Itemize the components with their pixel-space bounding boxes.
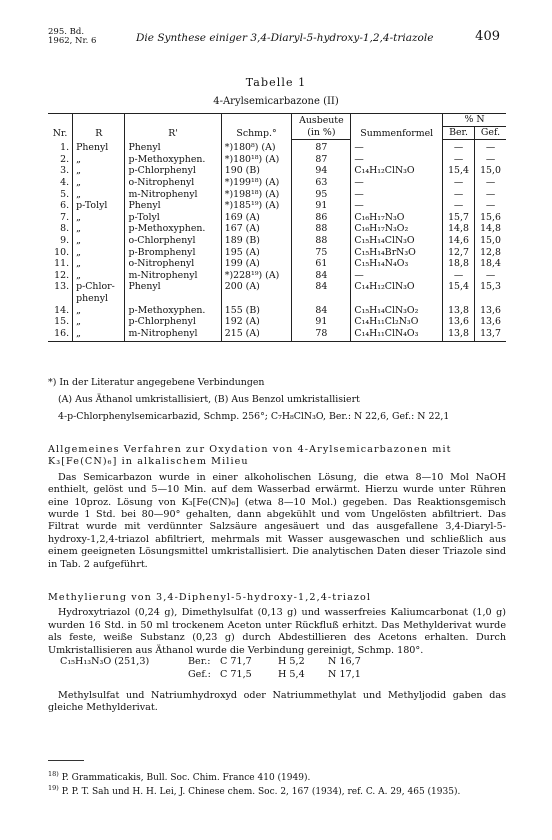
row-number: 3. — [60, 165, 70, 177]
section-body: Das Semicarbazon wurde in einer alkoholischen Lösung, die etwa 8—10 Mol NaOH enthielt, gelöst und 5—10 Min. auf dem Wasserbad erwärmt. Hierzu wurde unter Rühren eine 10proz. Lösung von K₃[Fe(CN)₆] (etwa 8—10 Mol.) gegeben. Das Reaktionsgemisch wurde 1 Std. bei 80—90° gehalten, dann abgekühlt und vom Ungelösten abfiltriert. Das Filtrat wurde mit verdünnter Salzsäure angesäuert und das ausgefallene 3,4-Diaryl-5-hydroxy-1,2,4-triazol abfiltriert, mehrmals mit Wasser ausgewaschen und schließlich aus einem geeigneten Lösungsmittel umkristallisiert. Die analytischen Daten dieser Triazole sind in Tab. 2 aufgeführt. — [48, 471, 506, 570]
row-number: 5. — [60, 188, 70, 200]
nitrogen-found: — — [475, 200, 506, 212]
melting-point: 189 (B) — [221, 235, 292, 247]
substituent-r: p-Tolyl — [73, 200, 125, 212]
melting-point: 155 (B) — [221, 305, 292, 317]
formula: C₁₄H₁₁ClN₄O₃ — [351, 328, 443, 342]
section-body: Hydroxytriazol (0,24 g), Dimethylsulfat (0,13 g) und wasserfreies Kaliumcarbonat (1,0 g) wurden 16 Std. in 50 ml trockenem Aceton unter Rückfluß erhitzt. Das Methylderivat wurde als feste, weiße Substanz (0,23 g) durch Abdestillieren des Acetons erhalten. Durch Umkristallisieren aus Äthanol wurde die Verbindung gereinigt, Schmp. 180°. — [48, 607, 506, 656]
formula: — — [351, 154, 443, 166]
reference-number: 19) — [48, 784, 59, 792]
yield: 94 — [292, 165, 351, 177]
formula: — — [351, 270, 443, 282]
nitrogen-calc: 13,8 — [443, 305, 475, 317]
nitrogen-found: 15,3 — [475, 281, 506, 293]
nitrogen-found — [475, 293, 506, 305]
formula: — — [351, 177, 443, 189]
formula: C₁₆H₁₇N₃O₂ — [351, 223, 443, 235]
reference-text: P. Grammaticakis, Bull. Soc. Chim. France 410 (1949). — [61, 773, 311, 783]
table-row — [48, 316, 506, 328]
table-row — [48, 305, 506, 317]
nitrogen-found: 15,6 — [475, 212, 506, 224]
volume-line: 295. Bd. — [48, 27, 85, 37]
substituent-r: p-Chlor- — [73, 281, 125, 293]
table-row — [48, 235, 506, 247]
col-r: R — [73, 114, 125, 140]
row-number: 10. — [54, 246, 70, 258]
melting-point: 199 (A) — [221, 258, 292, 270]
nitrogen-found: 15,0 — [475, 165, 506, 177]
nitrogen-calc: — — [443, 200, 475, 212]
substituent-r: „ — [73, 328, 125, 342]
formula: C₁₅H₁₄ClN₃O — [351, 235, 443, 247]
formula: C₁₄H₁₁Cl₂N₃O — [351, 316, 443, 328]
yield: 84 — [292, 270, 351, 282]
melting-point: 190 (B) — [221, 165, 292, 177]
yield: 87 — [292, 140, 351, 154]
substituent-r: „ — [73, 270, 125, 282]
substituent-r-prime: p-Tolyl — [125, 212, 221, 224]
calc-n: N 16,7 — [328, 656, 361, 667]
nitrogen-found: — — [475, 189, 506, 201]
closing-paragraph — [48, 690, 506, 715]
substituent-r: „ — [73, 189, 125, 201]
nitrogen-found: 14,8 — [475, 223, 506, 235]
nitrogen-calc: 15,7 — [443, 212, 475, 224]
substituent-r-prime: p-Bromphenyl — [125, 247, 221, 259]
substituent-r: phenyl — [73, 293, 125, 305]
yield — [292, 293, 351, 305]
col-found: Gef. — [475, 126, 506, 140]
closing-text: Methylsulfat und Natriumhydroxyd oder Natriummethylat und Methyljodid gaben das gleiche Methylderivat. — [48, 690, 506, 714]
melting-point: *)185¹⁹) (A) — [221, 200, 292, 212]
col-yield-1: Ausbeute — [292, 114, 351, 127]
table-row — [48, 140, 506, 154]
formula — [351, 293, 443, 305]
section-oxidation — [48, 444, 506, 571]
col-nr: Nr. — [48, 114, 73, 140]
substituent-r: „ — [73, 177, 125, 189]
nitrogen-calc: — — [443, 189, 475, 201]
melting-point — [221, 293, 292, 305]
elemental-analysis — [60, 656, 460, 684]
nitrogen-found: — — [475, 177, 506, 189]
melting-point: 167 (A) — [221, 223, 292, 235]
nitrogen-found: — — [475, 140, 506, 154]
table-row — [48, 328, 506, 342]
nitrogen-calc: — — [443, 140, 475, 154]
running-header — [48, 27, 500, 52]
nitrogen-calc: — — [443, 177, 475, 189]
substituent-r: „ — [73, 223, 125, 235]
formula: C₁₄H₁₂ClN₃O — [351, 165, 443, 177]
substituent-r-prime: p-Chlorphenyl — [125, 316, 221, 328]
table-row — [48, 281, 506, 293]
formula: C₁₅H₁₄BrN₃O — [351, 247, 443, 259]
table-row — [48, 270, 506, 282]
nitrogen-calc: 14,6 — [443, 235, 475, 247]
nitrogen-calc — [443, 293, 475, 305]
yield: 75 — [292, 247, 351, 259]
row-number: 9. — [60, 234, 70, 246]
nitrogen-calc: — — [443, 270, 475, 282]
substituent-r: „ — [73, 316, 125, 328]
yield: 86 — [292, 212, 351, 224]
substituent-r: „ — [73, 258, 125, 270]
found-h: H 5,4 — [278, 669, 305, 680]
formula: C₁₅H₁₄ClN₃O₂ — [351, 305, 443, 317]
molecular-formula: C₁₅H₁₃N₃O (251,3) — [60, 656, 150, 667]
calc-c: C 71,7 — [220, 656, 252, 667]
yield: 84 — [292, 281, 351, 293]
section-heading-cont: K₃[Fe(CN)₆] in alkalischem Milieu — [48, 456, 249, 468]
row-number: 2. — [60, 153, 70, 165]
substituent-r: „ — [73, 212, 125, 224]
yield: 88 — [292, 235, 351, 247]
row-number: 16. — [48, 328, 73, 342]
row-number: 11. — [54, 258, 70, 270]
melting-point: 215 (A) — [221, 328, 292, 342]
melting-point: 195 (A) — [221, 247, 292, 259]
substituent-r-prime: Phenyl — [125, 200, 221, 212]
running-title: Die Synthese einiger 3,4-Diaryl-5-hydroxy-1,2,4-triazole — [136, 32, 434, 44]
substituent-r-prime — [125, 293, 221, 305]
reference-18 — [48, 770, 310, 783]
row-number: 4. — [60, 176, 70, 188]
table-row — [48, 293, 506, 305]
table-row — [48, 154, 506, 166]
melting-point: 192 (A) — [221, 316, 292, 328]
col-calc: Ber. — [443, 126, 475, 140]
section-heading: Allgemeines Verfahren zur Oxydation von 4-Arylsemicarbazonen mit — [48, 444, 452, 455]
melting-point: *)198¹⁸) (A) — [221, 189, 292, 201]
col-r-prime: R' — [125, 114, 221, 140]
yield: 95 — [292, 189, 351, 201]
nitrogen-found: 13,6 — [475, 316, 506, 328]
reference-number: 18) — [48, 770, 59, 778]
nitrogen-found: 13,6 — [475, 305, 506, 317]
table-row — [48, 165, 506, 177]
substituent-r: „ — [73, 165, 125, 177]
substituent-r: „ — [73, 154, 125, 166]
table-row — [48, 189, 506, 201]
col-formula: Summenformel — [351, 114, 443, 140]
substituent-r: „ — [73, 247, 125, 259]
melting-point: 200 (A) — [221, 281, 292, 293]
yield: 84 — [292, 305, 351, 317]
formula: C₁₅H₁₄N₄O₃ — [351, 258, 443, 270]
found-label: Gef.: — [188, 669, 211, 680]
melting-point: 169 (A) — [221, 212, 292, 224]
yield: 91 — [292, 316, 351, 328]
table-caption: Tabelle 1 — [245, 76, 307, 89]
nitrogen-calc: 15,4 — [443, 165, 475, 177]
volume-info — [48, 28, 96, 46]
col-percent-n: % N — [443, 114, 506, 127]
table-footnote-star: *) In der Literatur angegebene Verbindungen — [48, 377, 265, 388]
yield: 63 — [292, 177, 351, 189]
substituent-r-prime: o-Nitrophenyl — [125, 258, 221, 270]
reference-19 — [48, 784, 460, 797]
table-footnote-solvents: (A) Aus Äthanol umkristallisiert, (B) Aus Benzol umkristallisiert — [58, 394, 360, 405]
nitrogen-found: — — [475, 154, 506, 166]
footnote-rule — [48, 760, 84, 761]
nitrogen-calc: 18,8 — [443, 258, 475, 270]
formula: — — [351, 189, 443, 201]
formula: C₁₄H₁₂ClN₃O — [351, 281, 443, 293]
section-methylation — [48, 592, 506, 657]
yield: 78 — [292, 328, 351, 342]
substituent-r: „ — [73, 235, 125, 247]
nitrogen-found: 15,0 — [475, 235, 506, 247]
col-mp: Schmp.° — [221, 114, 292, 140]
melting-point: *)228¹⁹) (A) — [221, 270, 292, 282]
table-row — [48, 212, 506, 224]
row-number — [48, 293, 73, 305]
substituent-r-prime: m-Nitrophenyl — [125, 328, 221, 342]
row-number: 14. — [54, 304, 70, 316]
table-row — [48, 223, 506, 235]
melting-point: *)180⁸) (A) — [221, 140, 292, 154]
table-row — [48, 200, 506, 212]
substituent-r: „ — [73, 305, 125, 317]
section-heading: Methylierung von 3,4-Diphenyl-5-hydroxy-1,2,4-triazol — [48, 592, 372, 603]
calc-label: Ber.: — [188, 656, 211, 667]
substituent-r-prime: p-Methoxyphen. — [125, 154, 221, 166]
yield: 87 — [292, 154, 351, 166]
row-number: 1. — [60, 141, 70, 153]
yield: 91 — [292, 200, 351, 212]
nitrogen-found: 18,4 — [475, 258, 506, 270]
formula: — — [351, 200, 443, 212]
page-number: 409 — [475, 29, 500, 44]
nitrogen-calc: 14,8 — [443, 223, 475, 235]
melting-point: *)199¹⁸) (A) — [221, 177, 292, 189]
yield: 61 — [292, 258, 351, 270]
nitrogen-calc: 15,4 — [443, 281, 475, 293]
row-number: 12. — [54, 269, 70, 281]
substituent-r-prime: m-Nitrophenyl — [125, 189, 221, 201]
row-number: 8. — [60, 223, 70, 235]
substituent-r: Phenyl — [73, 140, 125, 154]
yield: 88 — [292, 223, 351, 235]
nitrogen-found: — — [475, 270, 506, 282]
row-number: 13. — [54, 281, 70, 293]
table-body — [48, 140, 506, 342]
table-row — [48, 258, 506, 270]
calc-h: H 5,2 — [278, 656, 305, 667]
row-number: 6. — [60, 200, 70, 212]
substituent-r-prime: Phenyl — [125, 281, 221, 293]
substituent-r-prime: p-Methoxyphen. — [125, 223, 221, 235]
row-number: 15. — [54, 316, 70, 328]
row-number: 7. — [60, 211, 70, 223]
substituent-r-prime: p-Chlorphenyl — [125, 165, 221, 177]
col-yield-2: (in %) — [292, 126, 351, 140]
substituent-r-prime: m-Nitrophenyl — [125, 270, 221, 282]
substituent-r-prime: p-Methoxyphen. — [125, 305, 221, 317]
formula: — — [351, 140, 443, 154]
nitrogen-calc: — — [443, 154, 475, 166]
nitrogen-found: 13,7 — [475, 328, 506, 342]
substituent-r-prime: Phenyl — [125, 140, 221, 154]
table-footnote-extra: 4-p-Chlorphenylsemicarbazid, Schmp. 256°; C₇H₈ClN₃O, Ber.: N 22,6, Gef.: N 22,1 — [58, 411, 450, 422]
semicarbazone-table — [48, 113, 506, 342]
formula: C₁₆H₁₇N₃O — [351, 212, 443, 224]
nitrogen-calc: 13,8 — [443, 328, 475, 342]
reference-text: P. P. T. Sah und H. H. Lei, J. Chinese chem. Soc. 2, 167 (1934), ref. C. A. 29, 465 (1935). — [61, 787, 461, 797]
table-row — [48, 177, 506, 189]
year-issue-line: 1962, Nr. 6 — [48, 36, 97, 46]
nitrogen-found: 12,8 — [475, 247, 506, 259]
nitrogen-calc: 13,6 — [443, 316, 475, 328]
substituent-r-prime: o-Chlorphenyl — [125, 235, 221, 247]
nitrogen-calc: 12,7 — [443, 247, 475, 259]
substituent-r-prime: o-Nitrophenyl — [125, 177, 221, 189]
found-n: N 17,1 — [328, 669, 361, 680]
table-row — [48, 247, 506, 259]
found-c: C 71,5 — [220, 669, 252, 680]
melting-point: *)180¹⁸) (A) — [221, 154, 292, 166]
table-subtitle: 4-Arylsemicarbazone (II) — [213, 96, 339, 107]
